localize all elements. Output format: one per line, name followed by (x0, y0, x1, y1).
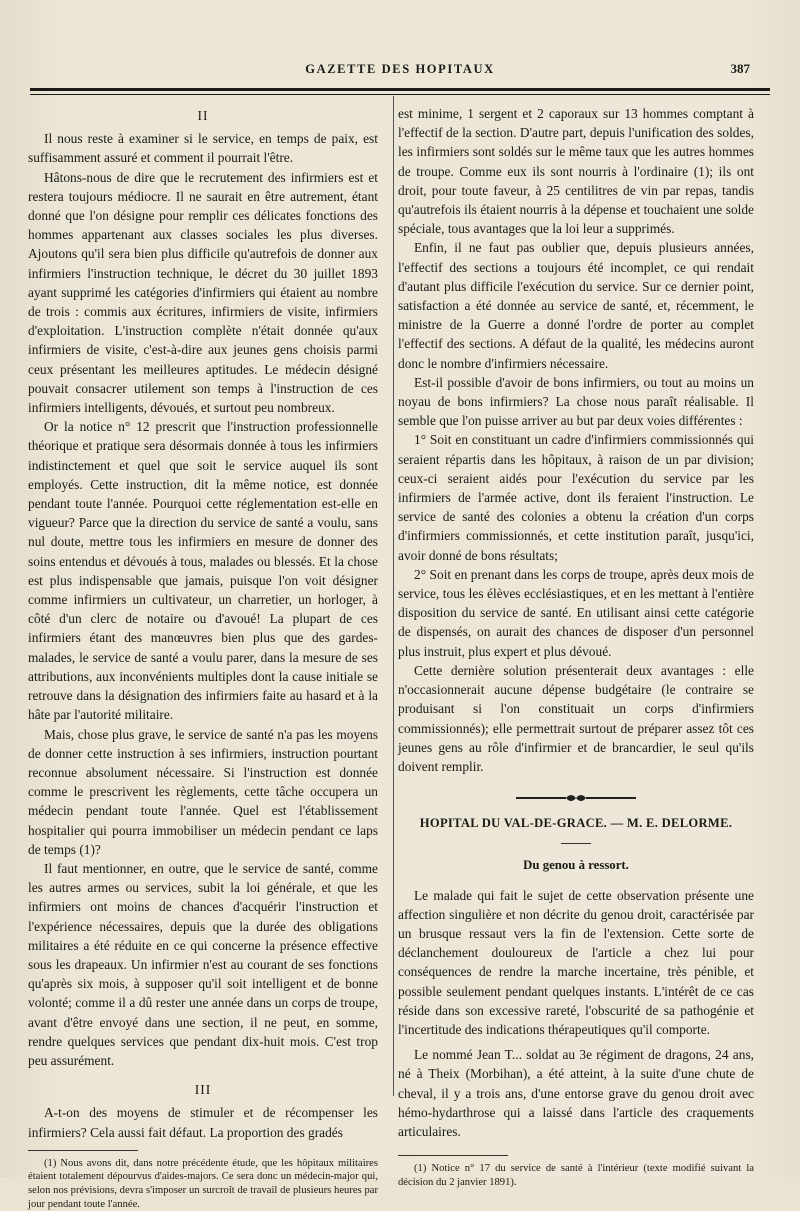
paragraph: 1° Soit en constituant un cadre d'infirmiers commissionnés qui seraient répartis dans les hôpitaux, à raison de un par division; ceux-ci seraient aidés pour l'exécution du service par les infirmiers de l'armée active, dont ils feraient l'instruction. Le service de santé des colonies a obtenu la création d'un corps d'infirmiers commissionnés, et cette institution paraît, jusqu'ici, avoir donné de bons résultats; (398, 432, 754, 563)
article-subheading: Du genou à ressort. (523, 858, 629, 873)
paragraph: est minime, 1 sergent et 2 caporaux sur 13 hommes comptant à l'effectif de la section. D'autre part, depuis l'unification des soldes, les infirmiers sont soldés sur le même taux que les autres hommes de troupe. Comme eux ils sont nourris à l'ordinaire (1); ils ont droit, pour toute faveur, à 25 centilitres de vin par repas, tandis qu'autrefois ils étaient nourris à la dépense et touchaient une solde spéciale, tous avantages que la loi leur a supprimés. (398, 106, 754, 237)
paragraph: Le nommé Jean T... soldat au 3e régiment de dragons, 24 ans, né à Theix (Morbihan), a été atteint, à la suite d'une chute de cheval, il y a trois ans, d'une entorse grave du genou droit avec hémo-hydarthrose qui a laissé dans l'article des craquements articulaires. (398, 1047, 754, 1139)
fleuron-ornament (398, 790, 754, 802)
footnote: (1) Nous avons dit, dans notre précédente étude, que les hôpitaux militaires étaient totalement dépourvus d'aides-majors. Ce sera donc un médecin-major qui, selon nos prévisions, devra s'imposer un surcroît de travail de plusieurs heures par jour pendant toute l'année. (28, 1157, 378, 1210)
page-number: 387 (730, 61, 750, 76)
paragraph: Est-il possible d'avoir de bons infirmiers, ou tout au moins un noyau de bons infirmiers? La chose nous paraît réalisable. Il semble que l'on puisse arriver au but par deux voies différentes : (398, 374, 754, 429)
paragraph: Il faut mentionner, en outre, que le service de santé, comme les autres armes ou services, subit la loi générale, et que les infirmiers ont moins de chances d'acquérir l'instruction et l'expérience nécessaires, depuis que la durée des obligations militaires a été réduite en ce qui concerne la présence effective sous les drapeaux. Un infirmier n'est au courant de ses fonctions qu'après six mois, à supposer qu'il soit intelligent et de bonne volonté; comme il a dû rester une année dans un corps de troupe, avant d'être envoyé dans une section, il ne peut, en somme, rendre quelques services que pendant dix-huit mois. C'est trop peu assurément. (28, 860, 378, 1068)
paragraph: Enfin, il ne faut pas oublier que, depuis plusieurs années, l'effectif des sections a toujours été incomplet, ce qui rendait d'autant plus difficile l'exécution du service. Sur ce dernier point, satisfaction a été donnée au service de santé, et, récemment, le ministre de la Guerre a donné l'ordre de porter au complet l'effectif des sections. A défaut de la qualité, les médecins auront donc le nombre d'infirmiers nécessaire. (398, 240, 754, 371)
section-heading-iii: III (194, 1082, 212, 1098)
running-head: GAZETTE DES HOPITAUX (305, 62, 495, 76)
paragraph: Le malade qui fait le sujet de cette observation présente une affection singulière et non décrite du genou droit, caractérisée par un brusque ressaut vers la fin de l'extension. Cette sorte de déclanchement douloureux de l'article a chez lui pour conséquences de rendre la marche incertaine, très pénible, et possible seulement pendant quelques instants. L'intérêt de ce cas réside dans son excessive rareté, l'obscurité de sa pathogénie et l'incertitude des indications thérapeutiques qu'il comporte. (398, 887, 754, 1037)
left-column (28, 104, 378, 1211)
paragraph: Mais, chose plus grave, le service de santé n'a pas les moyens de donner cette instruction à ses infirmiers, instruction pourtant reconnue absolument nécessaire. Si l'instruction est donnée comme le prescrivent les règlements, cette tâche occupera un médecin pendant toute l'année. Quel est l'établissement hospitalier qui pourra immobiliser un médecin pendant ce laps de temps (1)? (28, 726, 378, 857)
right-column (398, 104, 754, 1189)
header-rule-thin (30, 94, 770, 95)
paragraph: Hâtons-nous de dire que le recrutement des infirmiers est et restera toujours médiocre. Il ne saurait en être autrement, étant donné que l'on désigne pour remplir ces délicates fonctions des hommes appartenant aux classes sociales les plus diverses. Ajoutons qu'il sera bien plus difficile qu'autrefois de donner aux infirmiers l'instruction technique, le décret du 30 juillet 1893 ayant supprimé les catégories d'infirmiers qui étaient au nombre de trois : commis aux écritures, infirmiers de visite, infirmiers d'exploitation. L'instruction complète n'était donnée qu'aux infirmiers de visite, c'est-à-dire aux jeunes gens choisis parmi ceux présentant les meilleures aptitudes. Le médecin désigné pouvait consacrer utilement son temps à l'instruction de ces infirmiers intelligents, dévoués, et surtout peu nombreux. (28, 169, 378, 416)
column-divider (393, 96, 394, 1096)
paragraph: Il nous reste à examiner si le service, en temps de paix, est suffisamment assuré et comment il pourrait l'être. (28, 131, 378, 166)
paragraph: Or la notice n° 12 prescrit que l'instruction professionnelle théorique et pratique sera désormais donnée à tous les infirmiers indistinctement et quel que soit le service auquel ils sont employés. Cette instruction, dit la même notice, est donnée pendant toute l'année. Pourquoi cette réglementation est-elle en vigueur? Parce que la direction du service de santé a voulu, sans nul doute, mettre tous les infirmiers en mesure de donner des soins entendus et dévoués à tous, malades ou blessés. Et la chose est plus indispensable que jamais, puisque l'on voit désigner comme infirmiers un cultivateur, un charretier, un horloger, à côté d'un clerc de notaire ou d'avoué! La plupart de ces infirmiers étant des manœuvres bien plus que des gardes-malades, le service de santé a voulu parer, dans la mesure de ses attributions, aux inconvénients multiples dont la cause initiale se retrouve dans la désignation des infirmiers faite au hasard et à la hâte par l'autorité militaire. (28, 419, 378, 723)
paragraph: A-t-on des moyens de stimuler et de récompenser les infirmiers? Cela aussi fait défaut. La proportion des gradés (28, 1105, 378, 1140)
section-heading-ii: II (197, 108, 209, 123)
hospital-heading: HOPITAL DU VAL-DE-GRACE. — M. E. DELORME. (419, 816, 733, 831)
footnote-rule (398, 1155, 508, 1156)
header-rule-thick (30, 88, 770, 91)
footnote-rule (28, 1150, 138, 1151)
paragraph: Cette dernière solution présenterait deux avantages : elle n'occasionnerait aucune dépense budgétaire (le contraire se produisant si l'on constituait un corps d'infirmiers commissionnés); elle permettrait surtout de préparer assez tôt ces jeunes gens au rôle d'infirmier et de brancardier, le seul qu'ils doivent remplir. (398, 662, 754, 774)
paragraph: 2° Soit en prenant dans les corps de troupe, après deux mois de service, tous les élèves ecclésiastiques, et en les mettant à l'entière disposition du service de santé. En utilisant ainsi cette catégorie de dispensés, on aurait des chances de disposer d'un personnel plus instruit, plus expert et plus dévoué. (398, 566, 754, 659)
page-header (30, 58, 770, 82)
short-rule (561, 843, 591, 844)
footnote: (1) Notice n° 17 du service de santé à l'intérieur (texte modifié suivant la décision du 2 janvier 1891). (398, 1163, 754, 1188)
